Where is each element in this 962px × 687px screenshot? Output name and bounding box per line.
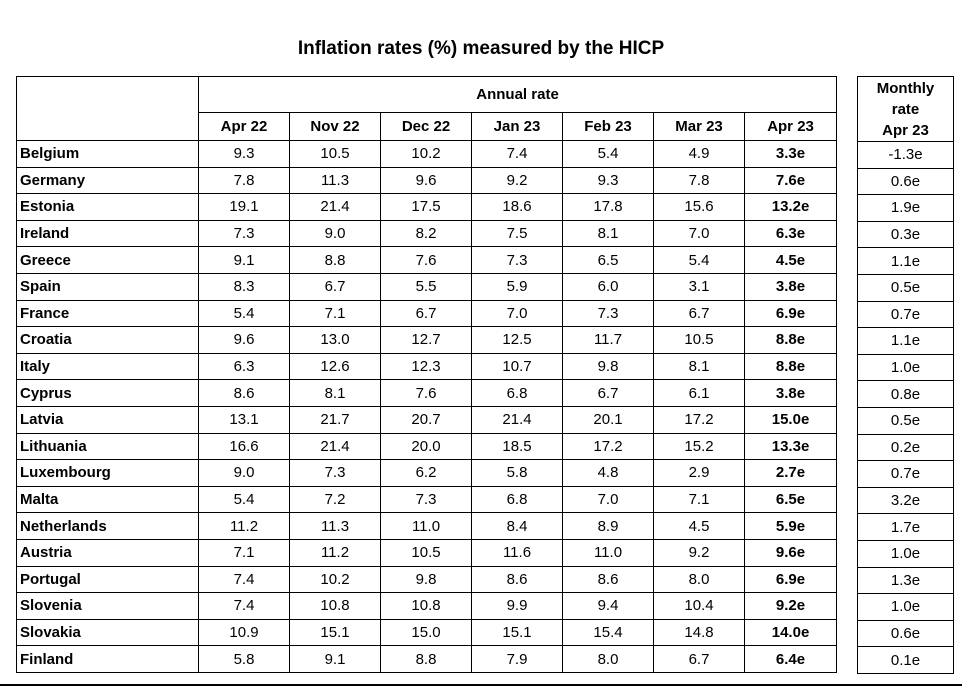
country-name: Luxembourg xyxy=(17,460,199,487)
column-header: Jan 23 xyxy=(472,113,563,141)
rate-cell: 4.5e xyxy=(745,247,837,274)
monthly-rate-cell: 0.7e xyxy=(858,461,954,488)
rate-cell: 9.8 xyxy=(563,353,654,380)
monthly-header-line3: Apr 23 xyxy=(882,121,929,139)
rate-cell: 4.8 xyxy=(563,460,654,487)
rate-cell: 7.6 xyxy=(381,380,472,407)
rate-cell: 6.2 xyxy=(381,460,472,487)
monthly-rate-cell: 0.1e xyxy=(858,647,954,674)
country-header-cell xyxy=(17,77,199,141)
monthly-rate-header xyxy=(858,77,954,142)
table-row xyxy=(858,540,954,567)
rate-cell: 13.3e xyxy=(745,433,837,460)
rate-cell: 7.4 xyxy=(199,593,290,620)
rate-cell: 3.1 xyxy=(654,273,745,300)
monthly-rate-cell: 1.9e xyxy=(858,195,954,222)
rate-cell: 9.0 xyxy=(199,460,290,487)
rate-cell: 10.2 xyxy=(381,141,472,168)
rate-cell: 5.8 xyxy=(472,460,563,487)
rate-cell: 11.6 xyxy=(472,539,563,566)
rate-cell: 3.3e xyxy=(745,141,837,168)
table-row xyxy=(17,406,837,433)
rate-cell: 10.4 xyxy=(654,593,745,620)
column-header: Apr 22 xyxy=(199,113,290,141)
table-row xyxy=(17,300,837,327)
rate-cell: 9.6 xyxy=(381,167,472,194)
rate-cell: 6.3e xyxy=(745,220,837,247)
table-row xyxy=(858,168,954,195)
monthly-header-line2: rate xyxy=(891,100,920,118)
rate-cell: 10.5 xyxy=(654,327,745,354)
table-row xyxy=(17,619,837,646)
page-title: Inflation rates (%) measured by the HICP xyxy=(297,38,665,59)
rate-cell: 8.6 xyxy=(563,566,654,593)
rate-cell: 7.6 xyxy=(381,247,472,274)
rate-cell: 6.7 xyxy=(290,273,381,300)
table-row xyxy=(17,327,837,354)
rate-cell: 7.4 xyxy=(199,566,290,593)
rate-cell: 10.5 xyxy=(381,539,472,566)
rate-cell: 6.5e xyxy=(745,486,837,513)
rate-cell: 8.8 xyxy=(381,646,472,673)
rate-cell: 15.0e xyxy=(745,406,837,433)
rate-cell: 9.6e xyxy=(745,539,837,566)
rate-cell: 20.1 xyxy=(563,406,654,433)
column-header: Feb 23 xyxy=(563,113,654,141)
country-name: Cyprus xyxy=(17,380,199,407)
rate-cell: 5.8 xyxy=(199,646,290,673)
rate-cell: 5.4 xyxy=(199,486,290,513)
rate-cell: 15.2 xyxy=(654,433,745,460)
rate-cell: 17.2 xyxy=(654,406,745,433)
rate-cell: 8.2 xyxy=(381,220,472,247)
table-row xyxy=(17,460,837,487)
monthly-rate-cell: 0.3e xyxy=(858,221,954,248)
rate-cell: 11.2 xyxy=(199,513,290,540)
monthly-rate-cell: 1.0e xyxy=(858,354,954,381)
table-row xyxy=(17,539,837,566)
table-row xyxy=(858,407,954,434)
country-name: Germany xyxy=(17,167,199,194)
rate-cell: 11.0 xyxy=(563,539,654,566)
rate-cell: 6.7 xyxy=(381,300,472,327)
monthly-rate-cell: -1.3e xyxy=(858,142,954,169)
rate-cell: 8.1 xyxy=(654,353,745,380)
rate-cell: 8.8e xyxy=(745,327,837,354)
country-name: Greece xyxy=(17,247,199,274)
rate-cell: 18.5 xyxy=(472,433,563,460)
rate-cell: 5.4 xyxy=(563,141,654,168)
rate-cell: 21.4 xyxy=(290,433,381,460)
rate-cell: 7.3 xyxy=(199,220,290,247)
rate-cell: 6.8 xyxy=(472,486,563,513)
rate-cell: 9.0 xyxy=(290,220,381,247)
rate-cell: 5.4 xyxy=(199,300,290,327)
country-name: Slovenia xyxy=(17,593,199,620)
rate-cell: 7.1 xyxy=(290,300,381,327)
table-row xyxy=(858,567,954,594)
rate-cell: 7.4 xyxy=(472,141,563,168)
rate-cell: 13.1 xyxy=(199,406,290,433)
table-row xyxy=(17,353,837,380)
rate-cell: 13.0 xyxy=(290,327,381,354)
table-row xyxy=(858,381,954,408)
monthly-rate-cell: 0.7e xyxy=(858,301,954,328)
rate-cell: 9.2 xyxy=(654,539,745,566)
rate-cell: 6.8 xyxy=(472,380,563,407)
rate-cell: 14.0e xyxy=(745,619,837,646)
table-row xyxy=(17,247,837,274)
rate-cell: 12.7 xyxy=(381,327,472,354)
annual-rate-header: Annual rate xyxy=(199,77,837,113)
rate-cell: 7.3 xyxy=(563,300,654,327)
rate-cell: 8.3 xyxy=(199,273,290,300)
rate-cell: 7.8 xyxy=(199,167,290,194)
monthly-rate-cell: 1.3e xyxy=(858,567,954,594)
table-row xyxy=(17,167,837,194)
rate-cell: 8.0 xyxy=(563,646,654,673)
rate-cell: 21.4 xyxy=(290,194,381,221)
rate-cell: 21.7 xyxy=(290,406,381,433)
rate-cell: 11.3 xyxy=(290,167,381,194)
monthly-rate-cell: 0.5e xyxy=(858,274,954,301)
rate-cell: 11.7 xyxy=(563,327,654,354)
rate-cell: 6.3 xyxy=(199,353,290,380)
rate-cell: 7.0 xyxy=(472,300,563,327)
rate-cell: 2.7e xyxy=(745,460,837,487)
monthly-rate-cell: 1.0e xyxy=(858,594,954,621)
rate-cell: 7.3 xyxy=(472,247,563,274)
rate-cell: 8.9 xyxy=(563,513,654,540)
rate-cell: 8.6 xyxy=(199,380,290,407)
rate-cell: 6.0 xyxy=(563,273,654,300)
country-name: Belgium xyxy=(17,141,199,168)
rate-cell: 10.8 xyxy=(381,593,472,620)
rate-cell: 7.9 xyxy=(472,646,563,673)
rate-cell: 10.8 xyxy=(290,593,381,620)
annual-rate-table xyxy=(16,76,837,673)
rate-cell: 20.7 xyxy=(381,406,472,433)
rate-cell: 6.9e xyxy=(745,300,837,327)
rate-cell: 12.3 xyxy=(381,353,472,380)
table-row xyxy=(17,593,837,620)
column-header: Mar 23 xyxy=(654,113,745,141)
table-row xyxy=(858,487,954,514)
table-row xyxy=(17,513,837,540)
rate-cell: 3.8e xyxy=(745,380,837,407)
country-name: France xyxy=(17,300,199,327)
monthly-rate-cell: 3.2e xyxy=(858,487,954,514)
rate-cell: 13.2e xyxy=(745,194,837,221)
rate-cell: 6.9e xyxy=(745,566,837,593)
monthly-rate-cell: 0.2e xyxy=(858,434,954,461)
rate-cell: 17.8 xyxy=(563,194,654,221)
rate-cell: 9.1 xyxy=(290,646,381,673)
rate-cell: 3.8e xyxy=(745,273,837,300)
table-row xyxy=(17,486,837,513)
rate-cell: 9.1 xyxy=(199,247,290,274)
rate-cell: 5.5 xyxy=(381,273,472,300)
rate-cell: 17.5 xyxy=(381,194,472,221)
country-name: Austria xyxy=(17,539,199,566)
rate-cell: 15.0 xyxy=(381,619,472,646)
rate-cell: 6.7 xyxy=(654,646,745,673)
table-row xyxy=(858,248,954,275)
country-name: Latvia xyxy=(17,406,199,433)
table-row xyxy=(858,594,954,621)
rate-cell: 10.9 xyxy=(199,619,290,646)
rate-cell: 7.3 xyxy=(290,460,381,487)
table-row xyxy=(17,220,837,247)
rate-cell: 9.4 xyxy=(563,593,654,620)
table-row xyxy=(17,433,837,460)
rate-cell: 6.7 xyxy=(563,380,654,407)
rate-cell: 7.1 xyxy=(654,486,745,513)
table-row xyxy=(858,620,954,647)
rate-cell: 9.2 xyxy=(472,167,563,194)
rate-cell: 21.4 xyxy=(472,406,563,433)
rate-cell: 15.1 xyxy=(290,619,381,646)
rate-cell: 8.1 xyxy=(563,220,654,247)
rate-cell: 5.9e xyxy=(745,513,837,540)
rate-cell: 7.3 xyxy=(381,486,472,513)
rate-cell: 10.2 xyxy=(290,566,381,593)
rate-cell: 10.7 xyxy=(472,353,563,380)
rate-cell: 4.5 xyxy=(654,513,745,540)
monthly-rate-cell: 1.7e xyxy=(858,514,954,541)
rate-cell: 9.2e xyxy=(745,593,837,620)
monthly-header-line1: Monthly xyxy=(876,79,935,97)
table-row xyxy=(858,514,954,541)
rate-cell: 16.6 xyxy=(199,433,290,460)
country-name: Portugal xyxy=(17,566,199,593)
rate-cell: 8.6 xyxy=(472,566,563,593)
table-row xyxy=(858,195,954,222)
rate-cell: 5.9 xyxy=(472,273,563,300)
rate-cell: 7.5 xyxy=(472,220,563,247)
rate-cell: 10.5 xyxy=(290,141,381,168)
rate-cell: 11.2 xyxy=(290,539,381,566)
rate-cell: 15.6 xyxy=(654,194,745,221)
rate-cell: 17.2 xyxy=(563,433,654,460)
rate-cell: 4.9 xyxy=(654,141,745,168)
country-name: Ireland xyxy=(17,220,199,247)
rate-cell: 15.1 xyxy=(472,619,563,646)
table-row xyxy=(858,274,954,301)
rate-cell: 6.4e xyxy=(745,646,837,673)
rate-cell: 8.8 xyxy=(290,247,381,274)
table-row xyxy=(858,221,954,248)
monthly-rate-cell: 0.5e xyxy=(858,407,954,434)
monthly-rate-cell: 1.1e xyxy=(858,248,954,275)
column-header: Dec 22 xyxy=(381,113,472,141)
rate-cell: 9.9 xyxy=(472,593,563,620)
table-row xyxy=(17,566,837,593)
monthly-rate-cell: 1.0e xyxy=(858,540,954,567)
table-row xyxy=(17,194,837,221)
table-row xyxy=(858,354,954,381)
country-name: Netherlands xyxy=(17,513,199,540)
rate-cell: 7.8 xyxy=(654,167,745,194)
monthly-rate-cell: 0.6e xyxy=(858,620,954,647)
column-header: Nov 22 xyxy=(290,113,381,141)
table-row xyxy=(858,301,954,328)
table-row xyxy=(858,328,954,355)
rate-cell: 6.1 xyxy=(654,380,745,407)
rate-cell: 18.6 xyxy=(472,194,563,221)
rate-cell: 11.3 xyxy=(290,513,381,540)
rate-cell: 20.0 xyxy=(381,433,472,460)
rate-cell: 5.4 xyxy=(654,247,745,274)
country-name: Slovakia xyxy=(17,619,199,646)
rate-cell: 7.0 xyxy=(654,220,745,247)
rate-cell: 14.8 xyxy=(654,619,745,646)
rate-cell: 9.3 xyxy=(199,141,290,168)
country-name: Malta xyxy=(17,486,199,513)
table-row xyxy=(858,434,954,461)
rate-cell: 2.9 xyxy=(654,460,745,487)
rate-cell: 8.0 xyxy=(654,566,745,593)
rate-cell: 8.1 xyxy=(290,380,381,407)
rate-cell: 7.1 xyxy=(199,539,290,566)
country-name: Italy xyxy=(17,353,199,380)
rate-cell: 15.4 xyxy=(563,619,654,646)
monthly-rate-cell: 0.6e xyxy=(858,168,954,195)
table-row xyxy=(17,380,837,407)
table-row xyxy=(17,141,837,168)
rate-cell: 8.8e xyxy=(745,353,837,380)
monthly-rate-table xyxy=(857,76,954,674)
rate-cell: 11.0 xyxy=(381,513,472,540)
rate-cell: 9.8 xyxy=(381,566,472,593)
rate-cell: 7.0 xyxy=(563,486,654,513)
rate-cell: 6.5 xyxy=(563,247,654,274)
monthly-rate-cell: 1.1e xyxy=(858,328,954,355)
page-bottom-rule xyxy=(0,684,962,686)
country-name: Lithuania xyxy=(17,433,199,460)
rate-cell: 7.2 xyxy=(290,486,381,513)
column-header: Apr 23 xyxy=(745,113,837,141)
table-row xyxy=(858,647,954,674)
table-row xyxy=(17,646,837,673)
table-row xyxy=(17,273,837,300)
monthly-rate-cell: 0.8e xyxy=(858,381,954,408)
country-name: Finland xyxy=(17,646,199,673)
rate-cell: 9.6 xyxy=(199,327,290,354)
country-name: Croatia xyxy=(17,327,199,354)
table-row xyxy=(858,461,954,488)
country-name: Spain xyxy=(17,273,199,300)
country-name: Estonia xyxy=(17,194,199,221)
table-row xyxy=(858,142,954,169)
rate-cell: 8.4 xyxy=(472,513,563,540)
rate-cell: 19.1 xyxy=(199,194,290,221)
rate-cell: 9.3 xyxy=(563,167,654,194)
rate-cell: 12.5 xyxy=(472,327,563,354)
rate-cell: 7.6e xyxy=(745,167,837,194)
rate-cell: 6.7 xyxy=(654,300,745,327)
rate-cell: 12.6 xyxy=(290,353,381,380)
